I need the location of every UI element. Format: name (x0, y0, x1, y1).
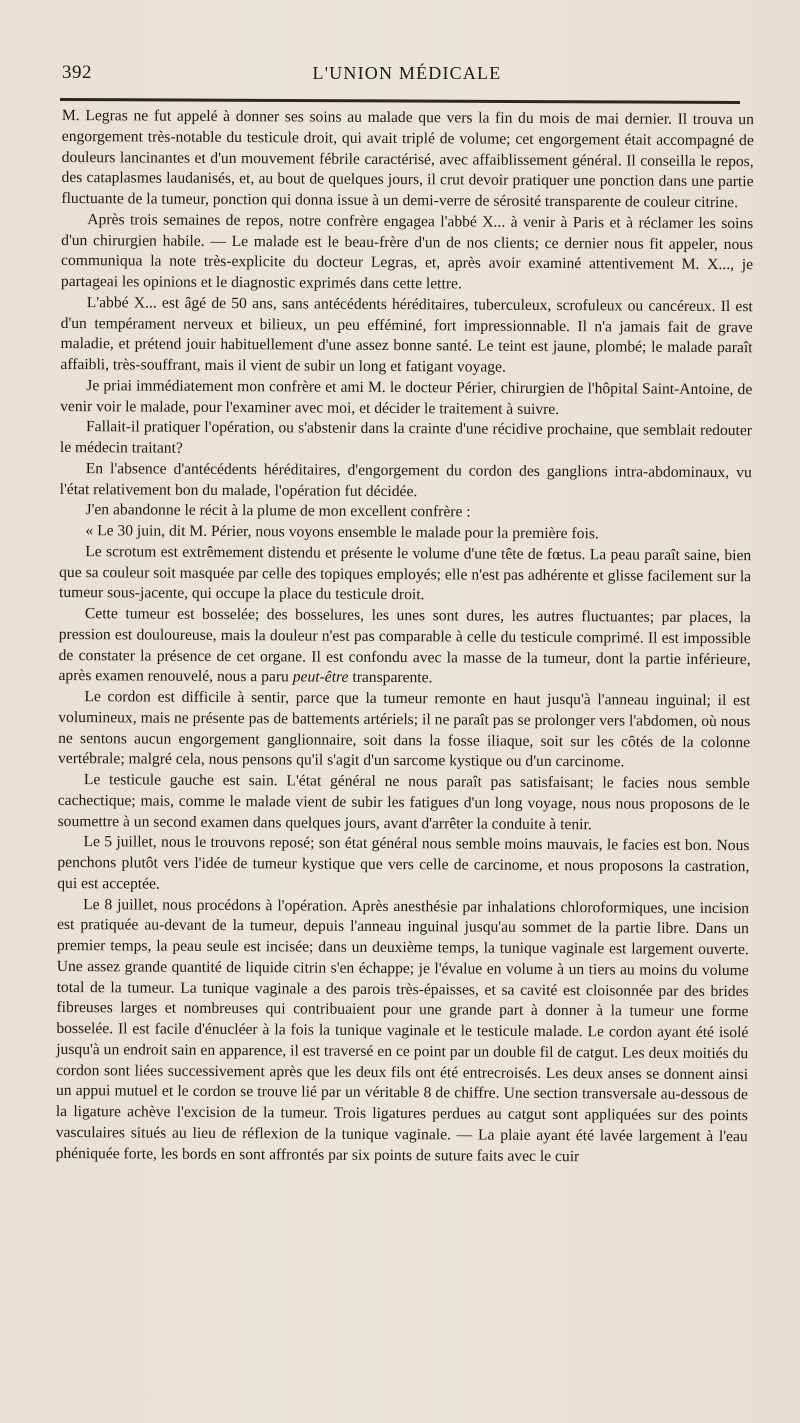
paragraph-perier-called: Je priai immédiatement mon confrère et ami M. le docteur Périer, chirurgien de l'hôpital Saint-Antoine, de venir voir le malade, pour l'examiner avec moi, et décider le traitement à suivre. (60, 376, 753, 418)
paragraph-legras-consultation: M. Legras ne fut appelé à donner ses soins au malade que vers la fin du mois de mai dernier. Il trouva un engorgement très-notable du testicule droit, qui avait triplé de volume; cet engorgement était accompagné de douleurs lancinantes et d'un mouvement fébrile caractérisé, avec affaiblissement général. Il conseilla le repos, des cataplasmes laudanisés, et, au bout de quelques jours, il crut devoir pratiquer une ponction dans une partie fluctuante de la tumeur, ponction qui donna issue à un demi-verre de sérosité transparente de couleur citrine. (61, 106, 754, 212)
paragraph-trip-to-paris: Après trois semaines de repos, notre confrère engagea l'abbé X... à venir à Paris et à réclamer les soins d'un chirurgien habile. — Le malade est le beau-frère d'un de nos clients; ce dernier nous fit appeler, nous communiqua la note très-explicite du docteur Legras, et, après avoir examiné attentivement M. X..., je partageai les opinions et le diagnostic exprimés dans cette lettre. (60, 210, 754, 293)
page-number: 392 (62, 62, 92, 83)
paragraph-patient-history: L'abbé X... est âgé de 50 ans, sans antécédents héréditaires, tuberculeux, scrofuleux ou cancéreux. Il est d'un tempérament nerveux et bilieux, un peu efféminé, fort impressionnable. Il n'a jamais fait de grave maladie, et prétend jouir habituellement d'une assez bonne santé. Le teint est jaune, plombé; le malade paraît affaibli, très-souffrant, mais il vient de subir un long et fatigant voyage. (60, 293, 753, 376)
paragraph-operation-decided: En l'absence d'antécédents héréditaires, d'engorgement du cordon des ganglions intra-abdominaux, vu l'état relativement bon du malade, l'opération fut décidée. (59, 459, 752, 500)
paragraph-cord: Le cordon est difficile à sentir, parce que la tumeur remonte en haut jusqu'à l'anneau inguinal; il est volumineux, mais ne présente pas de battements artériels; il ne paraît pas se prolonger vers l'abdomen, où nous ne sentons aucun engorgement ganglionnaire, soit dans la fosse iliaque, soit sur les côtés de la colonne vertébrale; malgré cela, nous pensons qu'il s'agit d'un sarcome kystique ou d'un carcinome. (57, 688, 751, 771)
tumor-text-before: Cette tumeur est bosselée; des bosselures, les unes sont dures, les autres fluctuantes; par places, la pression est douloureuse, mais la douleur n'est pas comparable à celle du testicule comprimé. Il est impossible de constater la présence de cet organe. Il est confondu avec la masse de la tumeur, dont la partie inférieure, après examen renouvelé, nous a paru (58, 605, 751, 686)
paragraph-june-30: « Le 30 juin, dit M. Périer, nous voyons ensemble le malade pour la première fois. (85, 522, 599, 543)
paragraph-july-8-operation: Le 8 juillet, nous procédons à l'opération. Après anesthésie par inhalations chloroformiques, une incision est pratiquée au-devant de la tumeur, depuis l'anneau inguinal jusqu'au sommet de la partie libre. Dans un premier temps, la peau seule est incisée; dans un deuxième temps, la tunique vaginale est largement ouverte. Une assez grande quantité de liquide citrin s'en échappe; je l'évalue en volume à un tiers au moins du volume total de la tumeur. La tunique vaginale a des parois très-épaisses, et sa cavité est cloisonnée par des brides fibreuses larges et nombreuses qui contribuaient pour une grande part à donner à la tumeur une forme bosselée. Il est facile d'énucléer à la fois la tunique vaginale et le testicule malade. Le cordon ayant été isolé jusqu'à un endroit sain en apparence, il est traversé en ce point par un double fil de catgut. Les deux moitiés du cordon sont liées successivement après que les deux fils ont été entrecroisés. Les deux anses se donnent ainsi un appui mutuel et le cordon se trouve lié par un véritable 8 de chiffre. Une section transversale au-dessous de la ligature achève l'excision de la tumeur. Trois ligatures perdues au catgut sont appliquées sur des points vasculaires situés au lieu de réflexion de la tunique vaginale. — La plaie ayant été lavée largement à l'eau phéniquée forte, les bords en sont affrontés par six points de suture faits avec le cuir (55, 895, 750, 1165)
article-body (56, 106, 754, 1168)
running-title: L'UNION MÉDICALE (312, 63, 502, 83)
paragraph-scrotum: Le scrotum est extrêmement distendu et présente le volume d'une tête de fœtus. La peau paraît saine, bien que sa couleur soit masquée par celle des topiques employés; elle n'est pas adhérente et glisse facilement sur la tumeur sous-jacente, qui occupe la place du testicule droit. (58, 542, 752, 604)
paragraph-july-5: Le 5 juillet, nous le trouvons reposé; son état général nous semble moins mauvais, le facies est bon. Nous penchons plutôt vers l'idée de tumeur kystique que vers celle de carcinome, et nous proposons la castration, qui est acceptée. (57, 833, 750, 893)
page-header (62, 62, 752, 88)
paragraph-handoff: J'en abandonne le récit à la plume de mon excellent confrère : (85, 501, 471, 521)
paragraph-left-testicle: Le testicule gauche est sain. L'état général ne nous paraît pas satisfaisant; le facies nous semble cachectique; mais, comme le malade vient de subir les fatigues d'un long voyage, nous nous proposons de le soumettre à un second examen dans quelques jours, avant d'arrêter la conduite à tenir. (57, 771, 750, 833)
paragraph-tumor-description (58, 604, 750, 691)
tumor-text-emphasis: peut-être (292, 668, 349, 687)
paragraph-operation-question: Fallait-il pratiquer l'opération, ou s'abstenir dans la crainte d'une récidive prochaine, que semblait redouter le médecin traitant? (59, 418, 753, 457)
tumor-text-after: transparente. (348, 669, 433, 687)
header-rule (60, 98, 740, 104)
